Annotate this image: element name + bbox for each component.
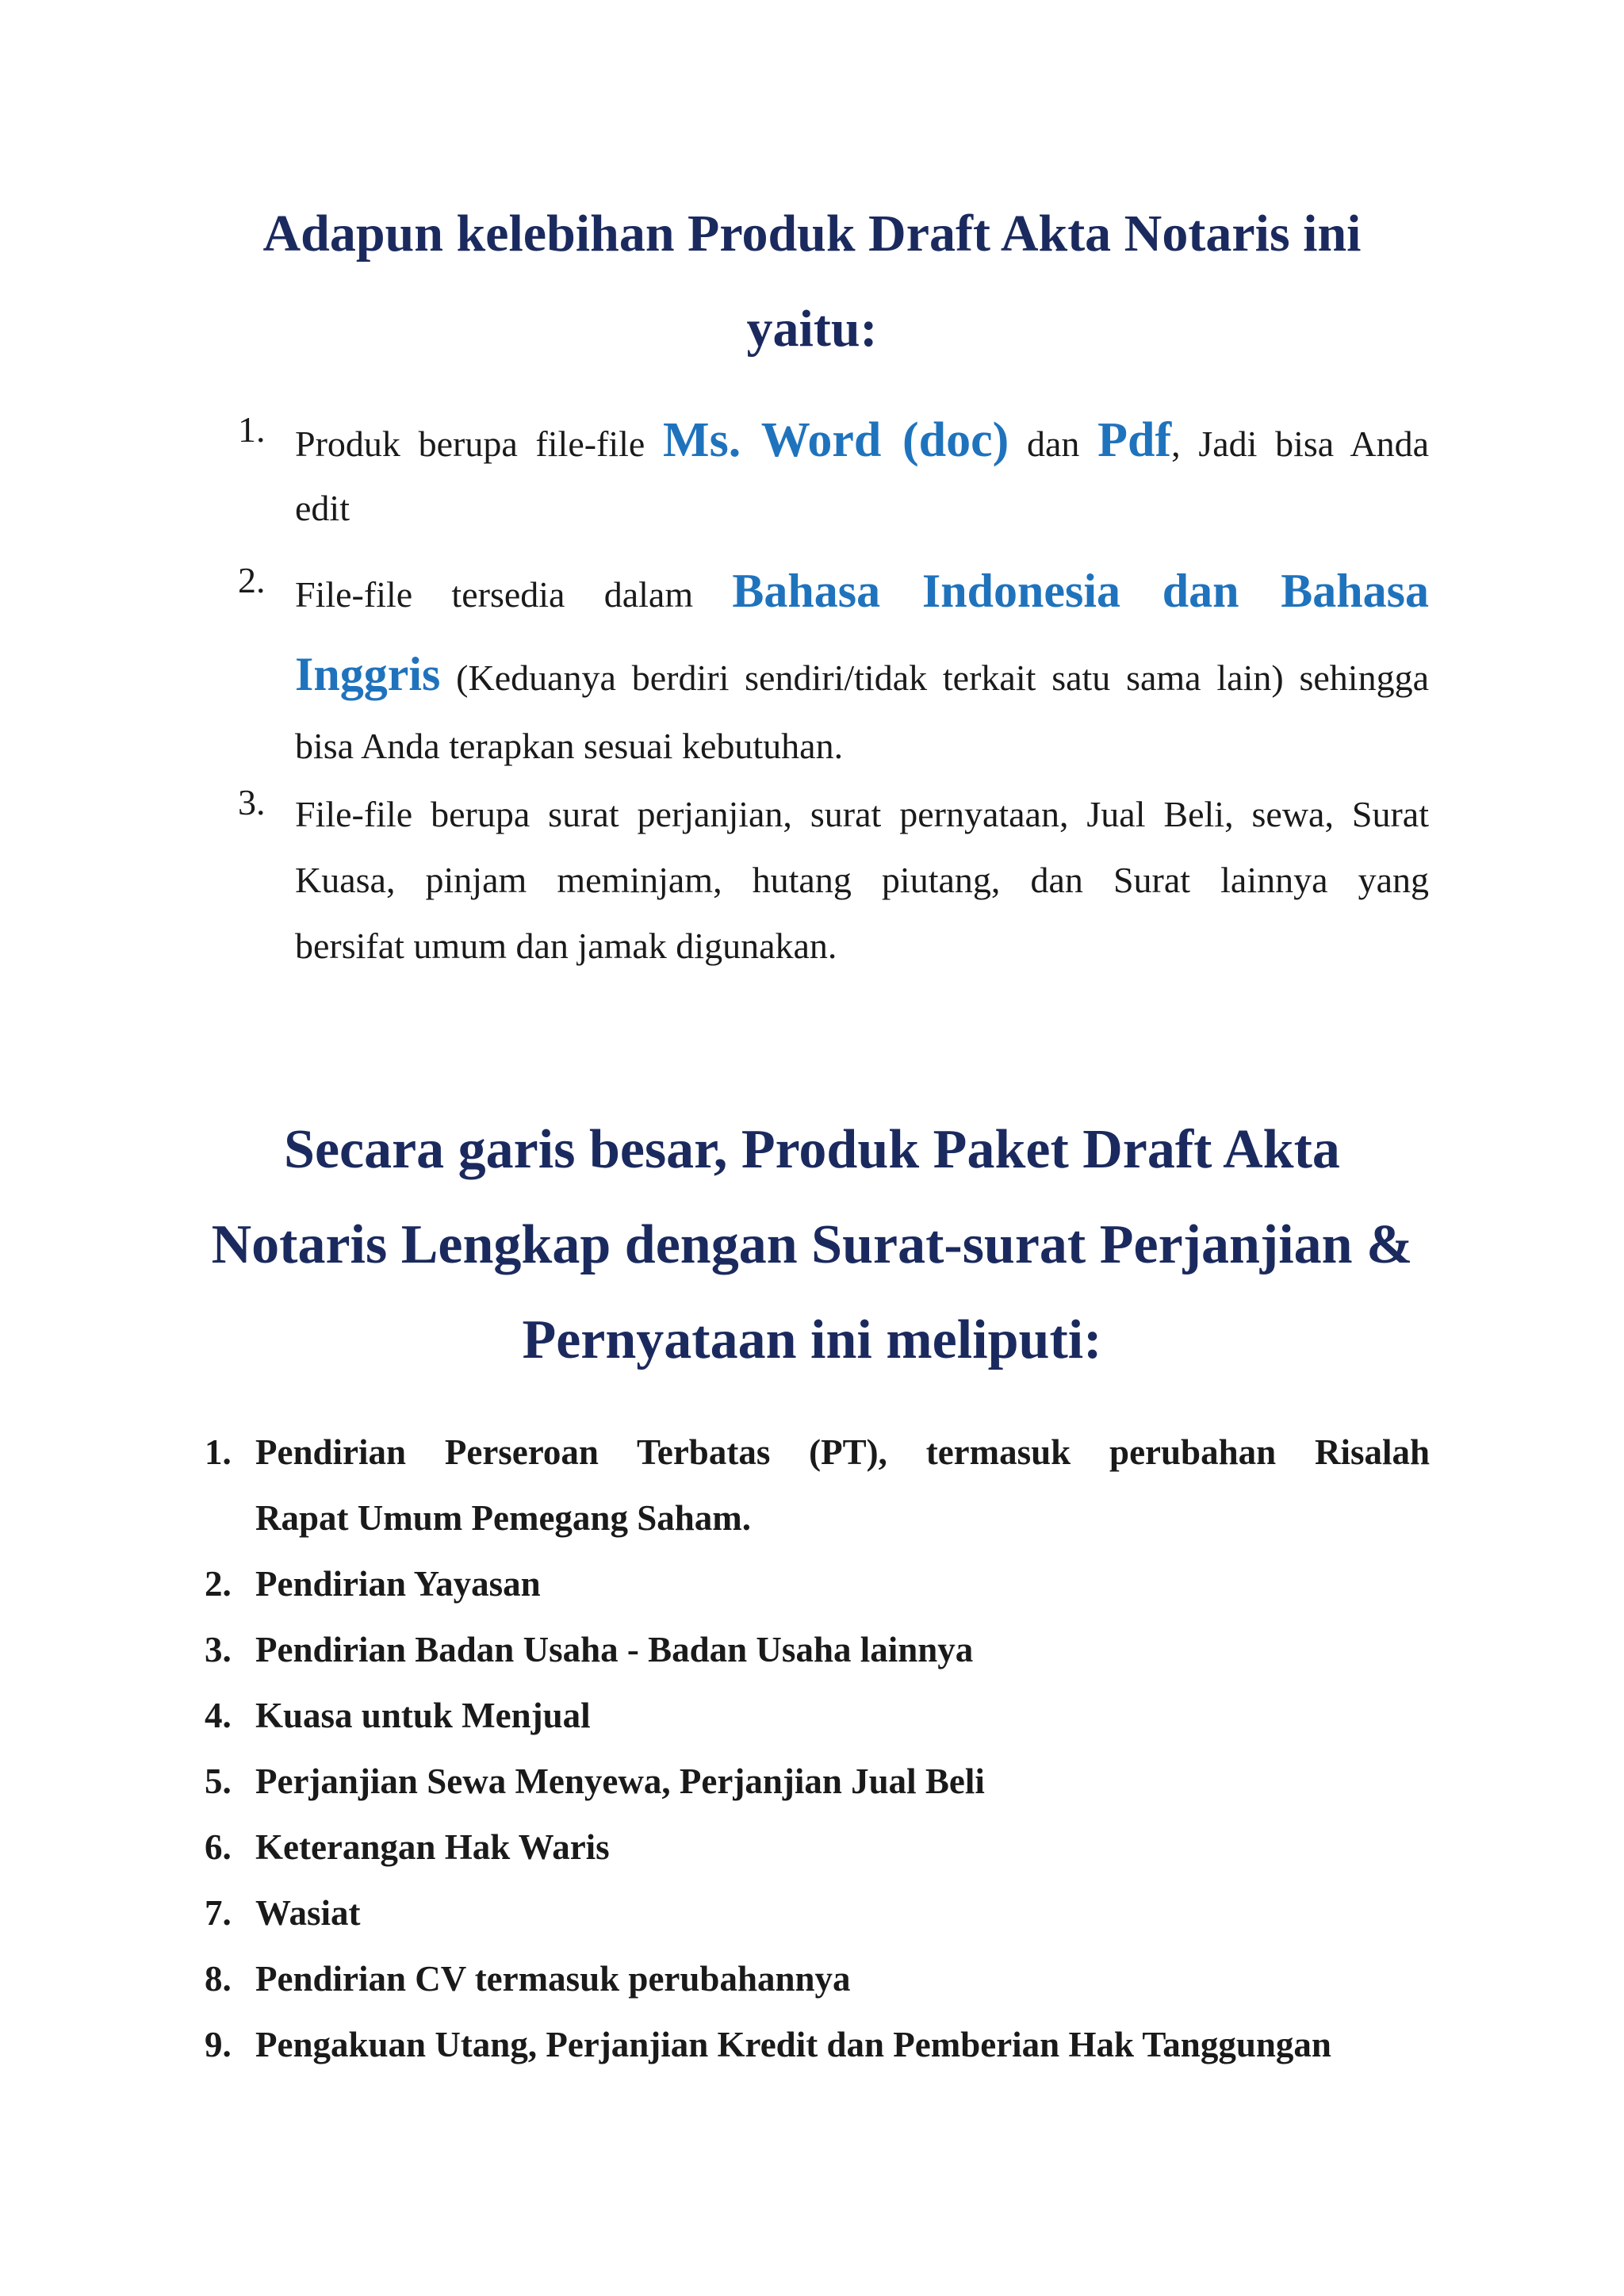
list-line: File-file berupa surat perjanjian, surat pernyataan, Jual Beli, sewa, Surat — [295, 794, 1429, 834]
list-number: 7. — [205, 1893, 232, 1933]
title-line: Secara garis besar, Produk Paket Draft Akta — [284, 1119, 1340, 1180]
list-number: 5. — [205, 1761, 232, 1801]
title-line: yaitu: — [746, 300, 878, 358]
highlight-text: Bahasa Indonesia dan Bahasa — [732, 565, 1429, 617]
contents-list — [205, 1420, 1430, 2078]
list-line: Wasiat — [255, 1893, 361, 1933]
list-item — [238, 781, 1429, 979]
list-text: Produk berupa file-file — [295, 424, 664, 464]
list-line: Perjanjian Sewa Menyewa, Perjanjian Jual Beli — [255, 1761, 985, 1801]
section-title-advantages — [182, 186, 1442, 377]
list-text: (Keduanya berdiri sendiri/tidak terkait satu sama lain) sehingga — [440, 657, 1429, 698]
list-line: Pendirian Yayasan — [255, 1564, 541, 1604]
list-item — [205, 1551, 1430, 1617]
list-line: Pendirian Badan Usaha - Badan Usaha lainnya — [255, 1630, 974, 1669]
list-number: 2. — [238, 560, 266, 600]
title-line: Adapun kelebihan Produk Draft Akta Notaris ini — [262, 205, 1362, 263]
list-item — [238, 551, 1429, 781]
list-line — [295, 401, 1429, 480]
section-title-contents — [182, 1102, 1442, 1388]
highlight-text: Pdf — [1097, 413, 1172, 467]
list-line: bisa Anda terapkan sesuai kebutuhan. — [295, 726, 844, 766]
list-item — [205, 1617, 1430, 1683]
list-text: dan — [1009, 424, 1098, 464]
list-line: Pendirian Perseroan Terbatas (PT), termasuk perubahan Risalah — [255, 1432, 1430, 1472]
advantages-list — [238, 401, 1429, 979]
list-item — [205, 1749, 1430, 1815]
list-number: 8. — [205, 1959, 232, 1999]
list-line: Rapat Umum Pemegang Saham. — [255, 1498, 751, 1538]
highlight-text: Inggris — [295, 648, 441, 700]
list-line: bersifat umum dan jamak digunakan. — [295, 926, 837, 966]
list-item — [205, 1815, 1430, 1880]
list-number: 4. — [205, 1696, 232, 1735]
list-text: File-file tersedia dalam — [295, 574, 733, 615]
list-line: Keterangan Hak Waris — [255, 1827, 610, 1867]
list-line: Pengakuan Utang, Perjanjian Kredit dan Pemberian Hak Tanggungan — [255, 2025, 1331, 2064]
title-line: Notaris Lengkap dengan Surat-surat Perjanjian & — [211, 1214, 1413, 1275]
title-line: Pernyataan ini meliputi: — [522, 1309, 1102, 1370]
list-line — [295, 631, 1429, 718]
list-item — [205, 1946, 1430, 2012]
list-number: 3. — [238, 782, 266, 822]
list-number: 3. — [205, 1630, 232, 1669]
list-item — [205, 1420, 1430, 1551]
highlight-text: Ms. Word (doc) — [663, 413, 1009, 467]
list-number: 9. — [205, 2025, 232, 2064]
list-item — [238, 401, 1429, 551]
list-number: 2. — [205, 1564, 232, 1604]
list-line: Pendirian CV termasuk perubahannya — [255, 1959, 851, 1999]
list-line: Kuasa, pinjam meminjam, hutang piutang, dan Surat lainnya yang — [295, 860, 1429, 900]
list-item — [205, 1880, 1430, 1946]
list-number: 6. — [205, 1827, 232, 1867]
list-line — [295, 551, 1429, 631]
list-text: , Jadi bisa Anda — [1171, 424, 1430, 464]
list-item — [205, 2012, 1430, 2078]
list-number: 1. — [205, 1432, 232, 1472]
list-number: 1. — [238, 409, 266, 450]
list-line: edit — [295, 488, 350, 528]
list-item — [205, 1683, 1430, 1749]
list-line: Kuasa untuk Menjual — [255, 1696, 591, 1735]
